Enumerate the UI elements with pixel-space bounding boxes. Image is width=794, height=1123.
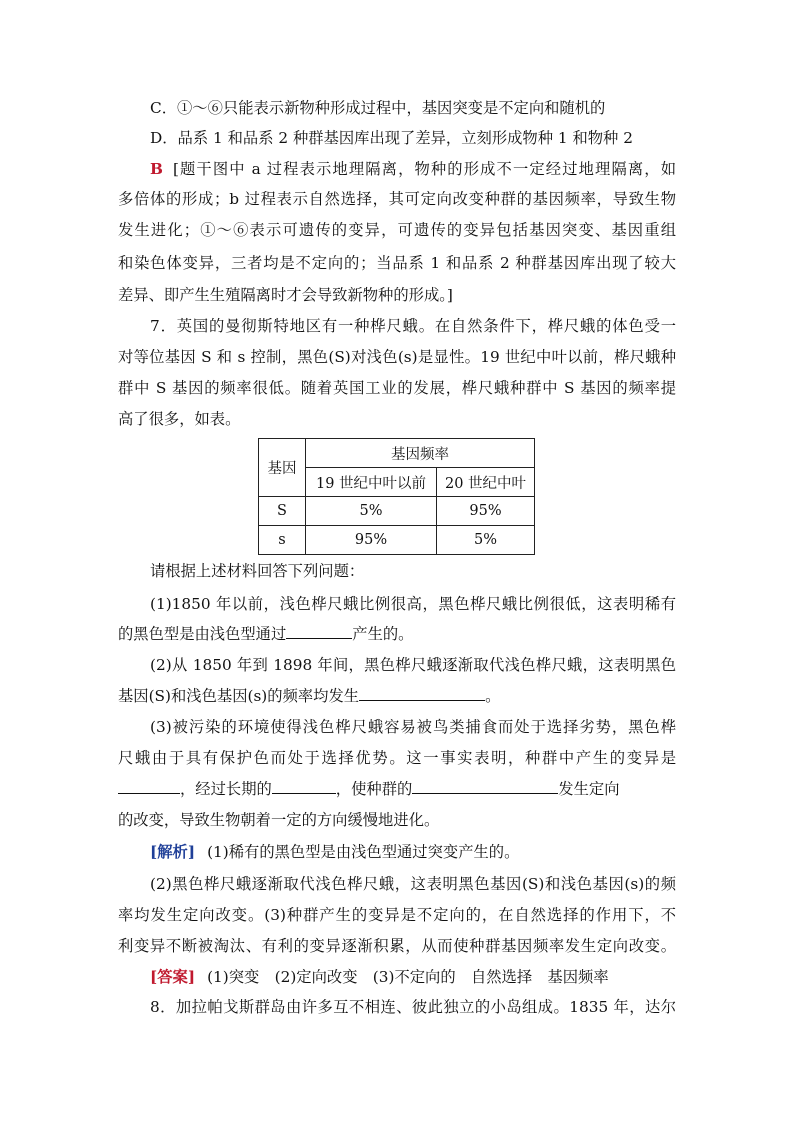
- table-header-frequency: 基因频率: [306, 439, 535, 468]
- table-header-gene: 基因: [259, 439, 306, 497]
- table-cell-after: 5%: [437, 526, 535, 555]
- part-2-line-1: (2)从 1850 年到 1898 年间，黑色桦尺蛾逐渐取代浅色桦尺蛾，这表明黑色: [150, 656, 676, 674]
- table-header-after: 20 世纪中叶: [437, 468, 535, 497]
- part-3-line-4: 的改变，导致生物朝着一定的方向缓慢地进化。: [118, 811, 440, 829]
- answer-6-line-3: 发生进化；①～⑥表示可遗传的变异，可遗传的变异包括基因突变、基因重组: [118, 221, 676, 239]
- answer-6-line-5: 差异、即产生生殖隔离时才会导致新物种的形成。]: [118, 286, 453, 304]
- answer-blank-3[interactable]: [118, 779, 180, 794]
- part-2-line-2: [118, 686, 676, 706]
- table-cell-after: 95%: [437, 497, 535, 526]
- analysis-line-1: [150, 842, 676, 862]
- table-cell-before: 5%: [306, 497, 437, 526]
- instruction: 请根据上述材料回答下列问题：: [150, 562, 365, 580]
- answer-blank-2[interactable]: [359, 686, 485, 701]
- question-7-line-1: 7．英国的曼彻斯特地区有一种桦尺蛾。在自然条件下，桦尺蛾的体色受一: [150, 317, 676, 335]
- part-3-line-3: [118, 779, 676, 799]
- question-8-line-1: 8．加拉帕戈斯群岛由许多互不相连、彼此独立的小岛组成。1835 年，达尔: [150, 998, 676, 1016]
- question-7-line-3: 群中 S 基因的频率很低。随着英国工业的发展，桦尺蛾种群中 S 基因的频率提: [118, 379, 676, 397]
- part-1-text-b: 产生的。: [352, 625, 414, 643]
- table-row: [259, 526, 535, 555]
- part-1-text-a: 的黑色型是由浅色型通过: [118, 625, 287, 643]
- option-d: D．品系 1 和品系 2 种群基因库出现了差异，立刻形成物种 1 和物种 2: [150, 129, 633, 147]
- part-2-text-a: 基因(S)和浅色基因(s)的频率均发生: [118, 687, 360, 705]
- analysis-line-4: 利变异不断被淘汰、有利的变异逐渐积累，从而使种群基因频率发生定向改变。: [118, 937, 676, 955]
- answer-6-line-2: 多倍体的形成；b 过程表示自然选择，其可定向改变种群的基因频率，导致生物: [118, 190, 676, 208]
- analysis-line-3: 率均发生定向改变。(3)种群产生的变异是不定向的，在自然选择的作用下，不: [118, 906, 676, 924]
- analysis-text: (1)稀有的黑色型是由浅色型通过突变产生的。: [207, 843, 520, 861]
- answer-text: (1)突变 (2)定向改变 (3)不定向的 自然选择 基因频率: [207, 968, 609, 986]
- answer-mark: [答案]: [150, 968, 196, 986]
- option-c: C．①～⑥只能表示新物种形成过程中，基因突变是不定向和随机的: [150, 99, 606, 117]
- table-row: [259, 497, 535, 526]
- analysis-mark: [解析]: [150, 843, 196, 861]
- analysis-line-2: (2)黑色桦尺蛾逐渐取代浅色桦尺蛾，这表明黑色基因(S)和浅色基因(s)的频: [150, 875, 676, 893]
- answer-blank-5[interactable]: [412, 779, 558, 794]
- gene-frequency-table: [258, 438, 535, 555]
- answer-blank-4[interactable]: [272, 779, 336, 794]
- table-cell-gene: S: [259, 497, 306, 526]
- part-2-text-b: 。: [485, 687, 501, 705]
- part-3-text-c: 发生定向: [558, 780, 620, 798]
- question-7-line-4: 高了很多，如表。: [118, 410, 241, 428]
- answer-6-mark: B: [150, 160, 163, 178]
- question-7-line-2: 对等位基因 S 和 s 控制，黑色(S)对浅色(s)是显性。19 世纪中叶以前，桦尺蛾种: [118, 348, 676, 366]
- part-3-line-2: 尺蛾由于具有保护色而处于选择优势。这一事实表明，种群中产生的变异是: [118, 749, 676, 767]
- answer-blank-1[interactable]: [286, 624, 352, 639]
- answer-6-line-4: 和染色体变异，三者均是不定向的；当品系 1 和品系 2 种群基因库出现了较大: [118, 254, 676, 272]
- table-header-before: 19 世纪中叶以前: [306, 468, 437, 497]
- answer-6-line-1: [150, 159, 676, 179]
- table-cell-gene: s: [259, 526, 306, 555]
- part-1-line-2: [118, 624, 676, 644]
- part-1-line-1: (1)1850 年以前，浅色桦尺蛾比例很高，黑色桦尺蛾比例很低，这表明稀有: [150, 595, 676, 613]
- answer-6-text: [题干图中 a 过程表示地理隔离，物种的形成不一定经过地理隔离，如: [172, 160, 676, 178]
- part-3-text-a: ，经过长期的: [180, 780, 272, 798]
- answer-line: [150, 967, 676, 987]
- table-cell-before: 95%: [306, 526, 437, 555]
- part-3-text-b: ，使种群的: [335, 780, 413, 798]
- part-3-line-1: (3)被污染的环境使得浅色桦尺蛾容易被鸟类捕食而处于选择劣势，黑色桦: [150, 718, 676, 736]
